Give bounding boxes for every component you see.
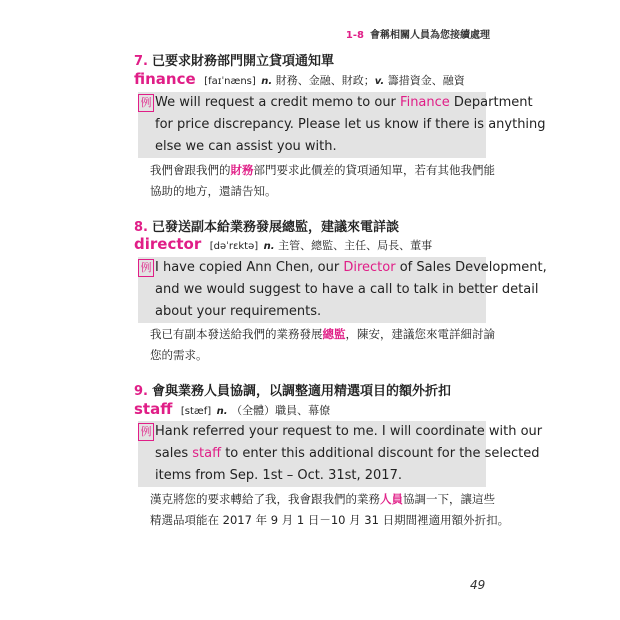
example-box: 例 Hank referred your request to me. I will coordinate with our sales staff to enter this additional discount for the selected items from Sep. 1st – Oct. 31st, 2017. xyxy=(138,421,486,487)
section-number: 1-8 xyxy=(345,30,364,41)
pronunciation: [stæf] xyxy=(180,406,212,417)
vocab-word: finance xyxy=(134,70,196,88)
vocab-line: director [dəˈrɛktə] n. 主管、總監、主任、局長、董事 xyxy=(134,235,433,253)
running-header xyxy=(346,26,490,41)
entry-heading: 9. 會與業務人員協調，以調整適用精選項目的額外折扣 xyxy=(134,384,451,399)
page-number: 49 xyxy=(470,578,486,592)
highlighted-word: Finance xyxy=(400,95,450,110)
entry-heading: 8. 已發送副本給業務發展總監，建議來電詳談 xyxy=(134,220,399,235)
example-tag: 例 xyxy=(138,94,154,112)
translation: 我已有副本發送給我們的業務發展總監，陳安，建議您來電詳細討論 您的需求。 xyxy=(150,327,495,362)
pronunciation: [faɪˈnæns] xyxy=(204,76,256,87)
example-tag: 例 xyxy=(138,259,154,277)
section-title: 會稱相關人員為您接續處理 xyxy=(370,30,490,41)
highlighted-word: Director xyxy=(343,260,396,275)
example-box: 例 I have copied Ann Chen, our Director of Sales Development, and we would suggest to have a call to talk in better detail about your requirements. xyxy=(138,257,486,323)
example-box: 例 We will request a credit memo to our Finance Department for price discrepancy. Please let us know if there is anything else we can assist you with. xyxy=(138,92,486,158)
vocab-word: director xyxy=(134,235,202,253)
translation: 漢克將您的要求轉給了我，我會跟我們的業務人員協調一下，讓這些 精選品項能在 2017 年 9 月 1 日－10 月 31 日期間裡適用額外折扣。 xyxy=(150,492,510,527)
pronunciation: [dəˈrɛktə] xyxy=(209,241,259,252)
example-tag: 例 xyxy=(138,423,154,441)
highlighted-word: staff xyxy=(192,446,222,461)
vocab-word: staff xyxy=(134,400,173,418)
entry-heading: 7. 已要求財務部門開立貸項通知單 xyxy=(134,54,334,69)
vocab-line: staff [stæf] n. （全體）職員、幕僚 xyxy=(134,400,331,418)
vocab-line: finance [faɪˈnæns] n. 財務、金融、財政；v. 籌措資金、融資 xyxy=(134,70,465,88)
translation: 我們會跟我們的財務部門要求此價差的貸項通知單，若有其他我們能 協助的地方，還請告知。 xyxy=(150,163,495,198)
